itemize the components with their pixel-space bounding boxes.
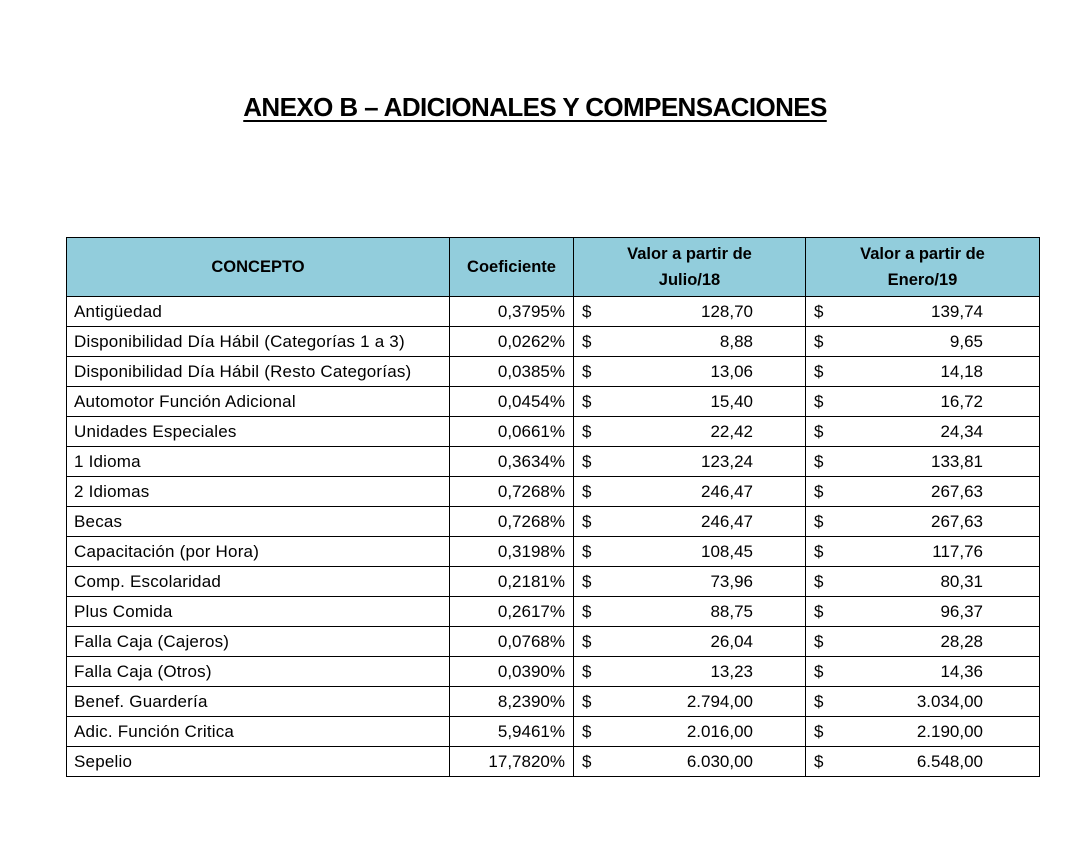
adicionales-table xyxy=(66,237,1040,777)
header-valor-enero xyxy=(806,238,1040,297)
cell-coeficiente: 0,0661% xyxy=(450,417,574,447)
cell-currency-enero: $ xyxy=(806,297,836,327)
cell-currency-enero: $ xyxy=(806,657,836,687)
cell-coeficiente: 0,0768% xyxy=(450,627,574,657)
cell-concepto: Falla Caja (Otros) xyxy=(67,657,450,687)
cell-valor-julio: 15,40 xyxy=(604,387,806,417)
cell-coeficiente: 0,0454% xyxy=(450,387,574,417)
cell-currency-enero: $ xyxy=(806,387,836,417)
cell-currency-julio: $ xyxy=(574,387,604,417)
cell-currency-julio: $ xyxy=(574,477,604,507)
cell-concepto: Unidades Especiales xyxy=(67,417,450,447)
cell-valor-enero: 80,31 xyxy=(836,567,1040,597)
cell-valor-enero: 3.034,00 xyxy=(836,687,1040,717)
table-row xyxy=(67,717,1040,747)
cell-currency-enero: $ xyxy=(806,357,836,387)
cell-coeficiente: 0,3634% xyxy=(450,447,574,477)
cell-concepto: Falla Caja (Cajeros) xyxy=(67,627,450,657)
cell-currency-enero: $ xyxy=(806,747,836,777)
cell-coeficiente: 0,2181% xyxy=(450,567,574,597)
cell-valor-julio: 128,70 xyxy=(604,297,806,327)
table-row xyxy=(67,357,1040,387)
table-row xyxy=(67,687,1040,717)
cell-currency-julio: $ xyxy=(574,297,604,327)
table-row xyxy=(67,537,1040,567)
cell-concepto: 2 Idiomas xyxy=(67,477,450,507)
cell-valor-julio: 123,24 xyxy=(604,447,806,477)
cell-valor-enero: 96,37 xyxy=(836,597,1040,627)
cell-currency-julio: $ xyxy=(574,657,604,687)
cell-currency-enero: $ xyxy=(806,447,836,477)
cell-valor-enero: 28,28 xyxy=(836,627,1040,657)
cell-concepto: Plus Comida xyxy=(67,597,450,627)
cell-valor-julio: 246,47 xyxy=(604,477,806,507)
cell-currency-julio: $ xyxy=(574,747,604,777)
cell-currency-julio: $ xyxy=(574,567,604,597)
cell-concepto: Benef. Guardería xyxy=(67,687,450,717)
table-row xyxy=(67,747,1040,777)
cell-valor-julio: 6.030,00 xyxy=(604,747,806,777)
cell-currency-enero: $ xyxy=(806,597,836,627)
cell-valor-enero: 24,34 xyxy=(836,417,1040,447)
header-valor-enero-line2: Enero/19 xyxy=(887,271,958,289)
cell-currency-julio: $ xyxy=(574,447,604,477)
cell-valor-enero: 9,65 xyxy=(836,327,1040,357)
cell-valor-julio: 13,06 xyxy=(604,357,806,387)
cell-currency-enero: $ xyxy=(806,687,836,717)
cell-currency-julio: $ xyxy=(574,717,604,747)
table-row xyxy=(67,447,1040,477)
cell-currency-julio: $ xyxy=(574,417,604,447)
cell-currency-enero: $ xyxy=(806,417,836,447)
cell-valor-julio: 88,75 xyxy=(604,597,806,627)
table-row xyxy=(67,297,1040,327)
table-row xyxy=(67,387,1040,417)
cell-coeficiente: 0,2617% xyxy=(450,597,574,627)
cell-coeficiente: 17,7820% xyxy=(450,747,574,777)
header-valor-julio-line1: Valor a partir de xyxy=(627,245,752,263)
cell-concepto: Antigüedad xyxy=(67,297,450,327)
cell-valor-julio: 2.794,00 xyxy=(604,687,806,717)
cell-valor-enero: 133,81 xyxy=(836,447,1040,477)
cell-currency-enero: $ xyxy=(806,627,836,657)
cell-concepto: Becas xyxy=(67,507,450,537)
cell-valor-julio: 108,45 xyxy=(604,537,806,567)
cell-concepto: 1 Idioma xyxy=(67,447,450,477)
cell-coeficiente: 0,0390% xyxy=(450,657,574,687)
cell-coeficiente: 5,9461% xyxy=(450,717,574,747)
cell-concepto: Sepelio xyxy=(67,747,450,777)
cell-coeficiente: 0,0385% xyxy=(450,357,574,387)
cell-coeficiente: 0,3795% xyxy=(450,297,574,327)
cell-currency-enero: $ xyxy=(806,327,836,357)
cell-valor-julio: 73,96 xyxy=(604,567,806,597)
cell-valor-julio: 246,47 xyxy=(604,507,806,537)
cell-currency-julio: $ xyxy=(574,327,604,357)
cell-concepto: Automotor Función Adicional xyxy=(67,387,450,417)
header-concepto: CONCEPTO xyxy=(67,238,450,297)
cell-concepto: Comp. Escolaridad xyxy=(67,567,450,597)
cell-currency-julio: $ xyxy=(574,507,604,537)
cell-concepto: Disponibilidad Día Hábil (Resto Categorías) xyxy=(67,357,450,387)
cell-valor-enero: 14,36 xyxy=(836,657,1040,687)
cell-coeficiente: 0,7268% xyxy=(450,507,574,537)
cell-currency-enero: $ xyxy=(806,567,836,597)
cell-coeficiente: 0,3198% xyxy=(450,537,574,567)
cell-currency-enero: $ xyxy=(806,477,836,507)
header-valor-julio xyxy=(574,238,806,297)
cell-currency-enero: $ xyxy=(806,537,836,567)
table-row xyxy=(67,627,1040,657)
cell-valor-enero: 16,72 xyxy=(836,387,1040,417)
cell-coeficiente: 0,7268% xyxy=(450,477,574,507)
cell-concepto: Capacitación (por Hora) xyxy=(67,537,450,567)
header-valor-enero-line1: Valor a partir de xyxy=(860,245,985,263)
cell-currency-julio: $ xyxy=(574,627,604,657)
cell-coeficiente: 8,2390% xyxy=(450,687,574,717)
cell-valor-enero: 267,63 xyxy=(836,477,1040,507)
table-body xyxy=(67,297,1040,777)
table-row xyxy=(67,507,1040,537)
document-title: ANEXO B – ADICIONALES Y COMPENSACIONES xyxy=(243,92,827,122)
cell-valor-julio: 13,23 xyxy=(604,657,806,687)
cell-valor-enero: 2.190,00 xyxy=(836,717,1040,747)
cell-currency-julio: $ xyxy=(574,537,604,567)
table-row xyxy=(67,597,1040,627)
table-row xyxy=(67,477,1040,507)
cell-valor-enero: 117,76 xyxy=(836,537,1040,567)
cell-currency-julio: $ xyxy=(574,357,604,387)
cell-currency-enero: $ xyxy=(806,507,836,537)
cell-valor-julio: 2.016,00 xyxy=(604,717,806,747)
cell-valor-julio: 26,04 xyxy=(604,627,806,657)
cell-currency-enero: $ xyxy=(806,717,836,747)
table-row xyxy=(67,657,1040,687)
cell-currency-julio: $ xyxy=(574,597,604,627)
table-header-row xyxy=(67,238,1040,297)
cell-coeficiente: 0,0262% xyxy=(450,327,574,357)
cell-currency-julio: $ xyxy=(574,687,604,717)
table-row xyxy=(67,327,1040,357)
cell-valor-enero: 6.548,00 xyxy=(836,747,1040,777)
cell-valor-enero: 139,74 xyxy=(836,297,1040,327)
cell-concepto: Disponibilidad Día Hábil (Categorías 1 a 3) xyxy=(67,327,450,357)
cell-valor-julio: 22,42 xyxy=(604,417,806,447)
cell-concepto: Adic. Función Critica xyxy=(67,717,450,747)
header-valor-julio-line2: Julio/18 xyxy=(658,271,721,289)
cell-valor-enero: 267,63 xyxy=(836,507,1040,537)
header-coeficiente: Coeficiente xyxy=(450,238,574,297)
table-row xyxy=(67,567,1040,597)
table-row xyxy=(67,417,1040,447)
cell-valor-enero: 14,18 xyxy=(836,357,1040,387)
cell-valor-julio: 8,88 xyxy=(604,327,806,357)
